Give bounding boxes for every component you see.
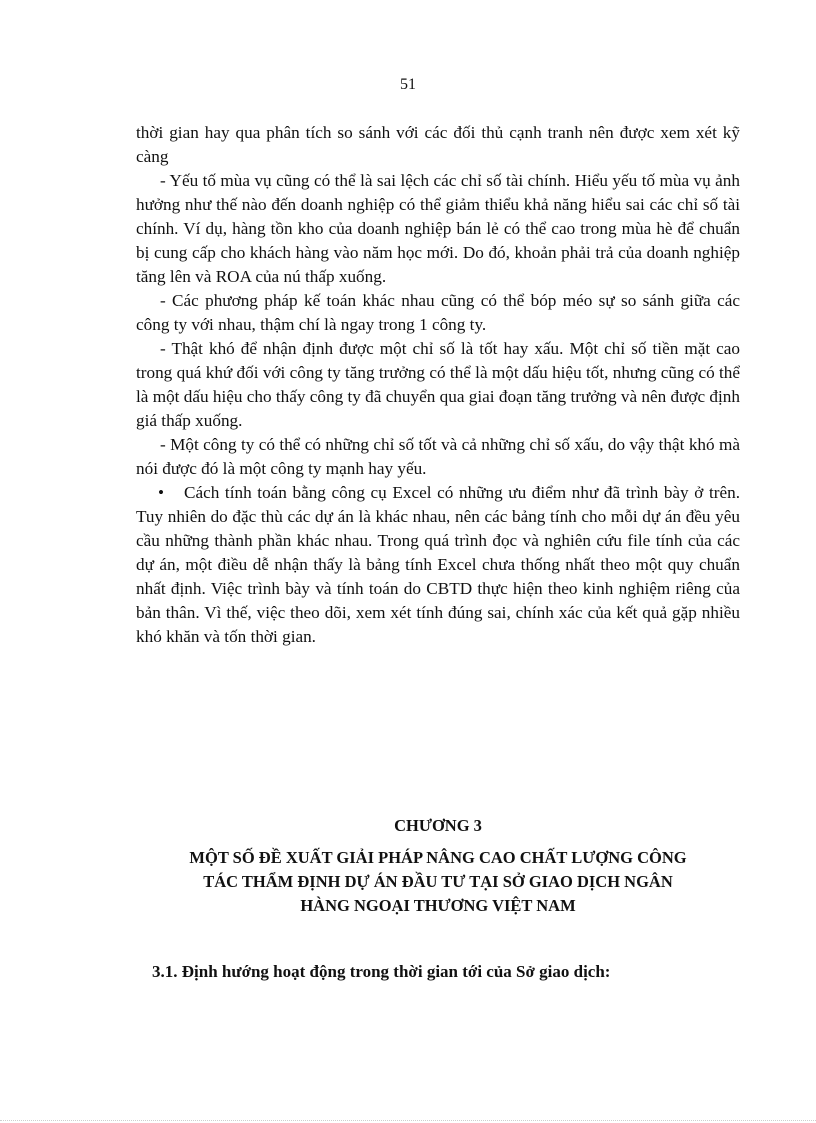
paragraph-accounting-methods: - Các phương pháp kế toán khác nhau cũng có thể bóp méo sự so sánh giữa các công ty với nhau, thậm chí là ngay trong 1 công ty. (136, 291, 740, 334)
chapter-title-line-2: TÁC THẨM ĐỊNH DỰ ÁN ĐẦU TƯ TẠI SỞ GIAO DỊCH NGÂN (203, 872, 673, 891)
paragraph-excel-text: Cách tính toán bằng công cụ Excel có những ưu điểm như đã trình bày ở trên. Tuy nhiên do đặc thù các dự án là khác nhau, nên các bảng tính cho mỗi dự án đều yêu cầu những thành phần khác nhau. Trong quá trình đọc và nghiên cứu file tính của các dự án, một điều dễ nhận thấy là bảng tính Excel chưa thống nhất theo một quy chuẩn nhất định. Việc trình bày và tính toán do CBTD thực hiện theo kinh nghiệm riêng của bản thân. Vì thế, việc theo dõi, xem xét tính đúng sai, chính xác của kết quả gặp nhiều khó khăn và tốn thời gian. (136, 483, 740, 646)
chapter-title-line-3: HÀNG NGOẠI THƯƠNG VIỆT NAM (300, 896, 576, 915)
paragraph-seasonality: - Yếu tố mùa vụ cũng có thể là sai lệch các chỉ số tài chính. Hiểu yếu tố mùa vụ ảnh hưởng như thế nào đến doanh nghiệp có thể giảm thiểu khả năng hiểu sai các chỉ số tài chính. Ví dụ, hàng tồn kho của doanh nghiệp bán lẻ có thể cao trong mùa hè để chuẩn bị cung cấp cho khách hàng vào năm học mới. Do đó, khoản phải trả của doanh nghiệp tăng lên và ROA của nú thấp xuống. (136, 171, 740, 286)
page-bottom-border (0, 1120, 816, 1121)
chapter-label: CHƯƠNG 3 (394, 816, 482, 835)
paragraph-continuation: thời gian hay qua phân tích so sánh với các đối thủ cạnh tranh nên được xem xét kỹ càng (136, 123, 740, 166)
chapter-title-line-1: MỘT SỐ ĐỀ XUẤT GIẢI PHÁP NÂNG CAO CHẤT LƯỢNG CÔNG (189, 848, 687, 867)
paragraph-mixed-ratios: - Một công ty có thể có những chỉ số tốt và cả những chỉ số xấu, do vậy thật khó mà nói được đó là một công ty mạnh hay yếu. (136, 435, 740, 478)
paragraph-excel-bullet (136, 481, 740, 649)
section-heading: 3.1. Định hướng hoạt động trong thời gian tới của Sở giao dịch: (152, 962, 611, 981)
chapter-title (136, 846, 740, 918)
paragraph-ratio-judgement: - Thật khó để nhận định được một chỉ số là tốt hay xấu. Một chỉ số tiền mặt cao trong quá khứ đối với công ty tăng trưởng có thể là một dấu hiệu tốt, nhưng cũng có thể là một dấu hiệu cho thấy công ty đã chuyển qua giai đoạn tăng trưởng và nên được định giá thấp xuống. (136, 339, 740, 430)
page-number: 51 (400, 76, 416, 93)
bullet-icon: • (158, 483, 165, 502)
body-text (136, 121, 740, 649)
